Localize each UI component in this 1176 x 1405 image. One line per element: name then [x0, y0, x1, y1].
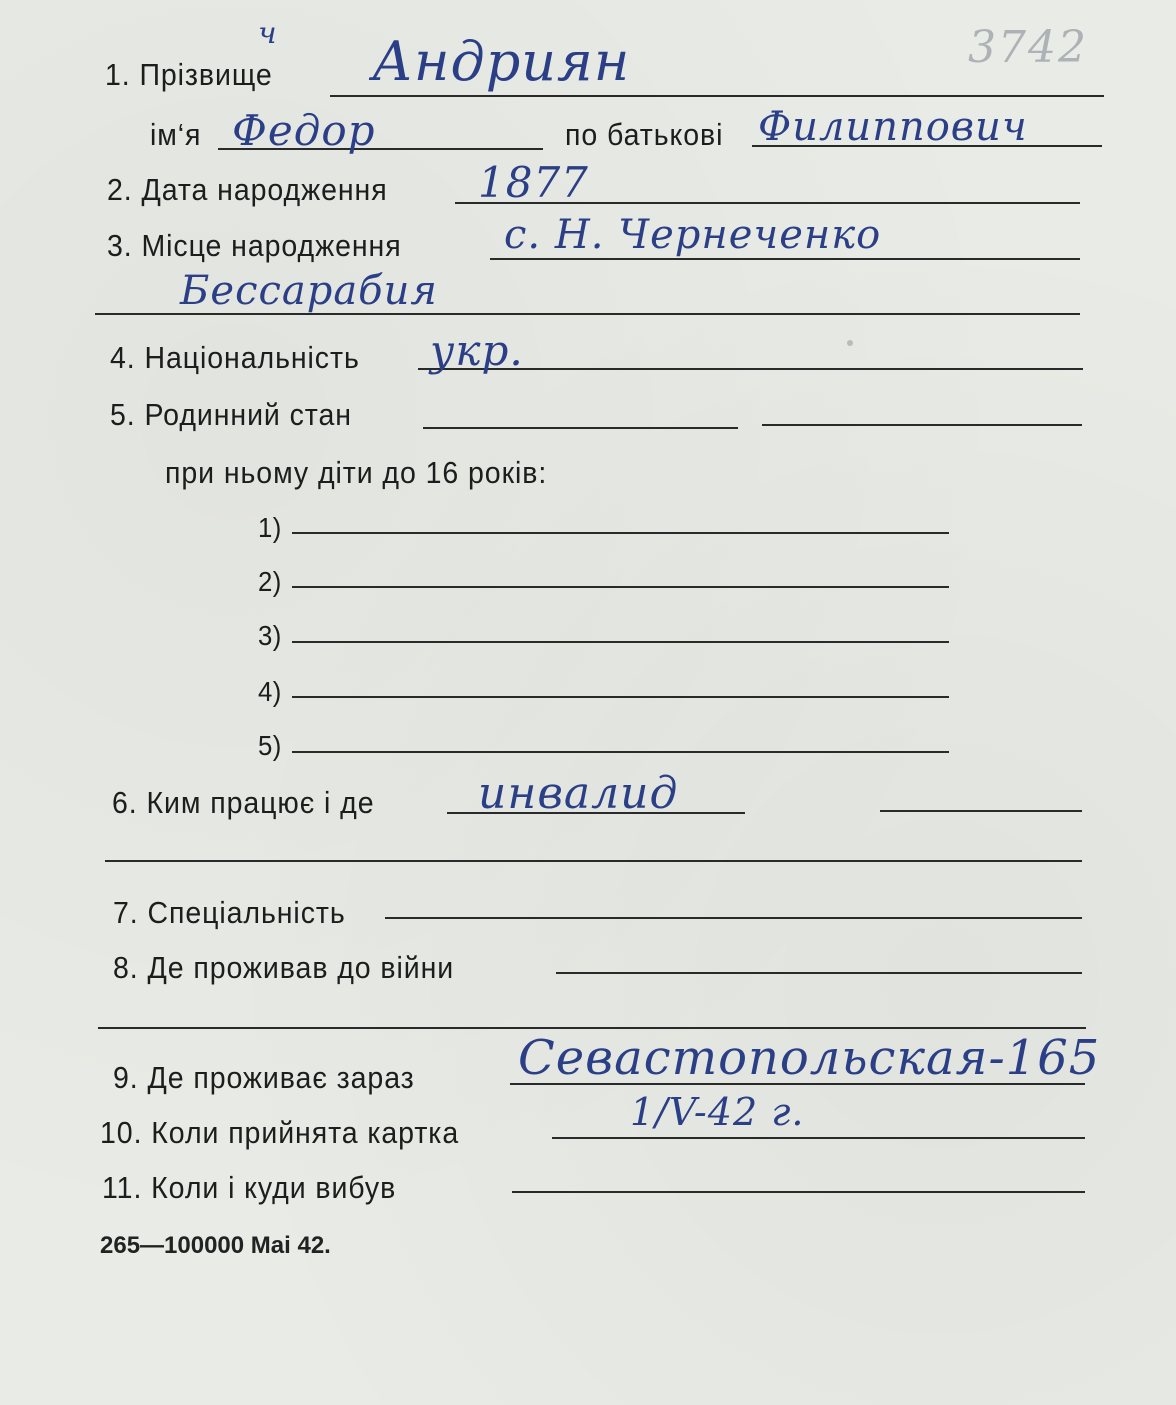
birthplace-line: [490, 258, 1080, 260]
marital-status-line: [423, 427, 738, 429]
card-accepted-value: 1/V-42 г.: [630, 1090, 805, 1134]
child-2-line: [292, 586, 949, 588]
work-line-3: [105, 860, 1082, 862]
card-accepted-line: [552, 1137, 1085, 1139]
child-3-label: 3): [258, 620, 282, 651]
children-label: при ньому діти до 16 років:: [165, 455, 548, 490]
surname-line: [330, 95, 1104, 97]
current-residence-value: Севастопольская-165: [518, 1030, 1101, 1086]
first-name-value: Федор: [232, 106, 376, 155]
child-4-label: 4): [258, 676, 282, 707]
prewar-residence-label: 8. Де проживав до війни: [113, 950, 455, 985]
child-2-label: 2): [258, 566, 282, 597]
child-1-line: [292, 532, 949, 534]
specialty-label: 7. Спеціальність: [113, 895, 346, 930]
birth-date-label: 2. Дата народження: [107, 172, 388, 207]
patronymic-value: Филиппович: [758, 104, 1028, 150]
surname-label: 1. Прізвище: [105, 57, 273, 92]
prewar-residence-line-2: [98, 1027, 1086, 1029]
work-label: 6. Ким працює і де: [112, 785, 375, 820]
marital-status-label: 5. Родинний стан: [110, 397, 352, 432]
work-value: инвалид: [478, 768, 679, 819]
work-line-2: [880, 810, 1082, 812]
child-4-line: [292, 696, 949, 698]
archive-number-stamp: 3742: [968, 22, 1088, 73]
birth-date-value: 1877: [478, 158, 589, 207]
specialty-line: [385, 917, 1082, 919]
birthplace-value-2: Бессарабия: [180, 268, 438, 314]
surname-mark: ч: [258, 16, 278, 51]
surname-value: Андриян: [372, 30, 631, 93]
birthplace-value: с. Н. Чернеченко: [504, 212, 882, 258]
current-residence-label: 9. Де проживає зараз: [113, 1060, 415, 1095]
paper-speck: [847, 340, 853, 346]
marital-status-line-2: [762, 424, 1082, 426]
patronymic-label: по батькові: [565, 117, 724, 152]
prewar-residence-line: [556, 972, 1082, 974]
nationality-value: укр.: [430, 326, 524, 375]
card-accepted-label: 10. Коли прийнята картка: [100, 1115, 460, 1150]
nationality-label: 4. Національність: [110, 340, 360, 375]
birthplace-label: 3. Місце народження: [107, 228, 402, 263]
departure-label: 11. Коли і куди вибув: [102, 1170, 397, 1205]
child-5-line: [292, 751, 949, 753]
print-imprint: 265—100000 Mai 42.: [100, 1232, 331, 1259]
first-name-label: ім‘я: [150, 117, 202, 152]
departure-line: [512, 1191, 1085, 1193]
child-5-label: 5): [258, 730, 282, 761]
child-3-line: [292, 641, 949, 643]
child-1-label: 1): [258, 512, 282, 543]
